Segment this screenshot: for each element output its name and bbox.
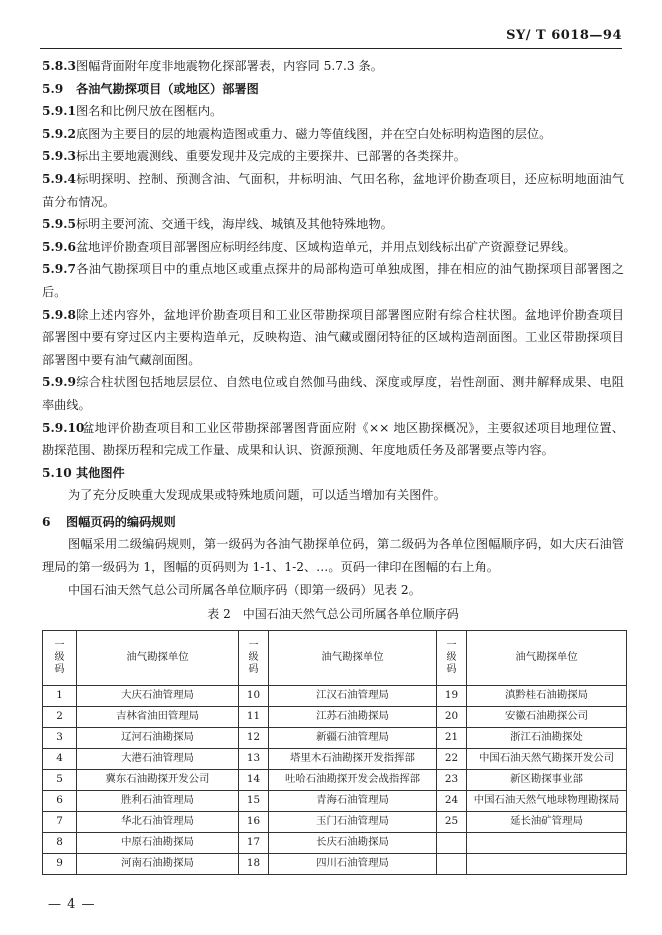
section-paragraph bbox=[42, 417, 624, 462]
code-header-char: 码 bbox=[446, 663, 457, 675]
unit-name-cell: 新疆石油管理局 bbox=[269, 727, 437, 748]
unit-code-cell: 2 bbox=[43, 706, 77, 727]
unit-name-cell: 河南石油勘探局 bbox=[77, 853, 239, 874]
standard-number: SY/ T 6018—94 bbox=[506, 28, 622, 43]
unit-name-cell: 辽河石油勘探局 bbox=[77, 727, 239, 748]
code-header bbox=[43, 630, 77, 685]
section-text: 标出主要地震测线、重要发现井及完成的主要探井、已部署的各类探井。 bbox=[76, 149, 466, 164]
unit-header: 油气勘探单位 bbox=[467, 630, 627, 685]
section-6-number: 6 bbox=[42, 514, 51, 529]
table-row bbox=[43, 706, 627, 727]
table-row bbox=[43, 853, 627, 874]
header-rule bbox=[40, 48, 622, 49]
section-number: 5.8.3 bbox=[42, 59, 76, 73]
section-number: 5.9.9 bbox=[42, 375, 76, 390]
table-row bbox=[43, 685, 627, 706]
unit-code-cell: 5 bbox=[43, 769, 77, 790]
section-paragraph bbox=[42, 236, 624, 259]
unit-name-cell: 塔里木石油勘探开发指挥部 bbox=[269, 748, 437, 769]
section-text: 盆地评价勘查项目部署图应标明经纬度、区域构造单元，并用点划线标出矿产资源登记界线。 bbox=[76, 239, 576, 254]
section-number: 5.9.7 bbox=[42, 262, 76, 277]
section-number: 5.9.1 bbox=[42, 104, 76, 119]
unit-name-cell: 冀东石油勘探开发公司 bbox=[77, 769, 239, 790]
table-row bbox=[43, 811, 627, 832]
unit-name-cell: 中原石油勘探局 bbox=[77, 832, 239, 853]
unit-name-cell bbox=[467, 853, 627, 874]
unit-code-cell: 15 bbox=[239, 790, 269, 811]
unit-name-cell: 中国石油天然气勘探开发公司 bbox=[467, 748, 627, 769]
unit-name-cell: 延长油矿管理局 bbox=[467, 811, 627, 832]
unit-name-cell: 四川石油管理局 bbox=[269, 853, 437, 874]
section-paragraph bbox=[42, 168, 624, 213]
unit-code-cell: 25 bbox=[437, 811, 467, 832]
code-header bbox=[437, 630, 467, 685]
unit-name-cell: 长庆石油勘探局 bbox=[269, 832, 437, 853]
section-text: 图名和比例尺放在图框内。 bbox=[76, 104, 223, 119]
table-caption: 表 2 中国石油天然气总公司所属各单位顺序码 bbox=[207, 607, 459, 622]
section-paragraph bbox=[42, 484, 624, 507]
unit-name-cell: 安徽石油勘探公司 bbox=[467, 706, 627, 727]
section-number: 5.9.4 bbox=[42, 171, 76, 186]
unit-code-cell: 3 bbox=[43, 727, 77, 748]
unit-code-cell: 17 bbox=[239, 832, 269, 853]
document-body bbox=[42, 55, 624, 875]
code-header-char: 码 bbox=[54, 663, 65, 675]
page-number: — 4 — bbox=[48, 897, 96, 912]
unit-name-cell: 滇黔桂石油勘探局 bbox=[467, 685, 627, 706]
section-number: 5.9.6 bbox=[42, 239, 76, 254]
unit-code-cell: 18 bbox=[239, 853, 269, 874]
unit-code-cell: 22 bbox=[437, 748, 467, 769]
section-paragraph bbox=[42, 145, 624, 168]
unit-code-cell: 20 bbox=[437, 706, 467, 727]
code-header-char: 级 bbox=[446, 651, 457, 663]
unit-name-cell: 青海石油管理局 bbox=[269, 790, 437, 811]
code-header-char: 级 bbox=[54, 651, 65, 663]
code-header-char: 一 bbox=[248, 639, 259, 651]
unit-code-cell: 7 bbox=[43, 811, 77, 832]
section-text: 除上述内容外，盆地评价勘查项目和工业区带勘探项目部署图应附有综合柱状图。盆地评价勘查项目部署图中要有穿过区内主要构造单元，反映构造、油气藏或圈闭特征的区域构造剖面图。工业区带勘探项目部署图中要有油气藏剖面图。 bbox=[42, 307, 624, 367]
unit-code-cell: 10 bbox=[239, 685, 269, 706]
unit-name-cell: 胜利石油管理局 bbox=[77, 790, 239, 811]
section-paragraph bbox=[42, 55, 624, 78]
table-row bbox=[43, 748, 627, 769]
unit-name-cell bbox=[467, 832, 627, 853]
section-paragraph bbox=[42, 213, 624, 236]
table-row bbox=[43, 727, 627, 748]
section-6-paragraph-2: 中国石油天然气总公司所属各单位顺序码（即第一级码）见表 2。 bbox=[68, 582, 421, 597]
unit-code-cell: 8 bbox=[43, 832, 77, 853]
section-6-title: 图幅页码的编码规则 bbox=[66, 514, 176, 529]
unit-name-cell: 大港石油管理局 bbox=[77, 748, 239, 769]
unit-code-table bbox=[42, 630, 627, 875]
code-header-char: 码 bbox=[248, 663, 259, 675]
unit-code-cell: 19 bbox=[437, 685, 467, 706]
unit-code-cell bbox=[437, 853, 467, 874]
unit-header: 油气勘探单位 bbox=[77, 630, 239, 685]
section-text: 标明探明、控制、预测含油、气面积，井标明油、气田名称，盆地评价勘查项目，还应标明地面油气苗分布情况。 bbox=[42, 171, 624, 209]
section-6-heading bbox=[42, 511, 624, 534]
unit-code-cell: 12 bbox=[239, 727, 269, 748]
unit-code-table-body bbox=[43, 630, 627, 874]
table-row bbox=[43, 769, 627, 790]
unit-header: 油气勘探单位 bbox=[269, 630, 437, 685]
code-header-char: 一 bbox=[54, 639, 65, 651]
unit-name-cell: 浙江石油勘探处 bbox=[467, 727, 627, 748]
unit-code-cell: 9 bbox=[43, 853, 77, 874]
section-text: 盆地评价勘查项目和工业区带勘探部署图背面应附《×× 地区勘探概况》，主要叙述项目地理位置、勘探范围、勘探历程和完成工作量、成果和认识、资源预测、年度地质任务及部署要点等内容。 bbox=[42, 420, 624, 458]
section-paragraph bbox=[42, 371, 624, 416]
unit-code-cell: 16 bbox=[239, 811, 269, 832]
section-text: 为了充分反映重大发现成果或特殊地质问题，可以适当增加有关图件。 bbox=[68, 488, 446, 503]
unit-code-cell: 1 bbox=[43, 685, 77, 706]
code-header-char: 级 bbox=[248, 651, 259, 663]
unit-code-cell: 13 bbox=[239, 748, 269, 769]
section-heading-text: 各油气勘探项目（或地区）部署图 bbox=[76, 81, 259, 96]
section-text: 各油气勘探项目中的重点地区或重点探井的局部构造可单独成图，排在相应的油气勘探项目部署图之后。 bbox=[42, 262, 624, 299]
section-number: 5.9.8 bbox=[42, 307, 76, 322]
section-paragraph bbox=[42, 123, 624, 146]
section-text: 底图为主要目的层的地震构造图或重力、磁力等值线图，并在空白处标明构造图的层位。 bbox=[76, 126, 552, 141]
unit-name-cell: 江苏石油勘探局 bbox=[269, 706, 437, 727]
unit-code-cell: 14 bbox=[239, 769, 269, 790]
unit-name-cell: 大庆石油管理局 bbox=[77, 685, 239, 706]
section-number: 5.9.10 bbox=[42, 420, 85, 435]
unit-code-cell: 21 bbox=[437, 727, 467, 748]
section-text: 综合柱状图包括地层层位、自然电位或自然伽马曲线、深度或厚度，岩性剖面、测井解释成果、电阻率曲线。 bbox=[42, 375, 624, 412]
section-number: 5.10 bbox=[42, 465, 72, 480]
section-number: 5.9 bbox=[42, 81, 64, 96]
section-paragraph bbox=[42, 78, 624, 101]
table-row bbox=[43, 790, 627, 811]
code-header-char: 一 bbox=[446, 639, 457, 651]
unit-code-cell: 23 bbox=[437, 769, 467, 790]
section-text: 图幅背面附年度非地震物化探部署表，内容同 5.7.3 条。 bbox=[76, 59, 383, 73]
unit-name-cell: 新区勘探事业部 bbox=[467, 769, 627, 790]
section-text: 标明主要河流、交通干线，海岸线、城镇及其他特殊地物。 bbox=[76, 217, 393, 232]
unit-name-cell: 江汉石油管理局 bbox=[269, 685, 437, 706]
section-number: 5.9.2 bbox=[42, 126, 76, 141]
unit-code-cell: 4 bbox=[43, 748, 77, 769]
section-list bbox=[42, 55, 624, 507]
section-paragraph bbox=[42, 100, 624, 123]
unit-name-cell: 吐哈石油勘探开发会战指挥部 bbox=[269, 769, 437, 790]
section-heading-text: 其他图件 bbox=[76, 465, 125, 480]
unit-name-cell: 玉门石油管理局 bbox=[269, 811, 437, 832]
table-header-row bbox=[43, 630, 627, 685]
section-number: 5.9.3 bbox=[42, 149, 76, 164]
unit-name-cell: 华北石油管理局 bbox=[77, 811, 239, 832]
unit-code-cell: 6 bbox=[43, 790, 77, 811]
section-paragraph bbox=[42, 462, 624, 485]
unit-code-cell: 24 bbox=[437, 790, 467, 811]
section-number: 5.9.5 bbox=[42, 217, 76, 232]
unit-name-cell: 中国石油天然气地球物理勘探局 bbox=[467, 790, 627, 811]
code-header bbox=[239, 630, 269, 685]
section-6-paragraph-1: 图幅采用二级编码规则，第一级码为各油气勘探单位码，第二级码为各单位图幅顺序码，如大庆石油管理局的第一级码为 1，图幅的页码则为 1-1、1-2、…。页码一律印在图幅的右上角。 bbox=[42, 537, 624, 575]
section-paragraph bbox=[42, 258, 624, 303]
unit-code-cell: 11 bbox=[239, 706, 269, 727]
unit-name-cell: 吉林省油田管理局 bbox=[77, 706, 239, 727]
section-paragraph bbox=[42, 304, 624, 372]
table-row bbox=[43, 832, 627, 853]
unit-code-cell bbox=[437, 832, 467, 853]
